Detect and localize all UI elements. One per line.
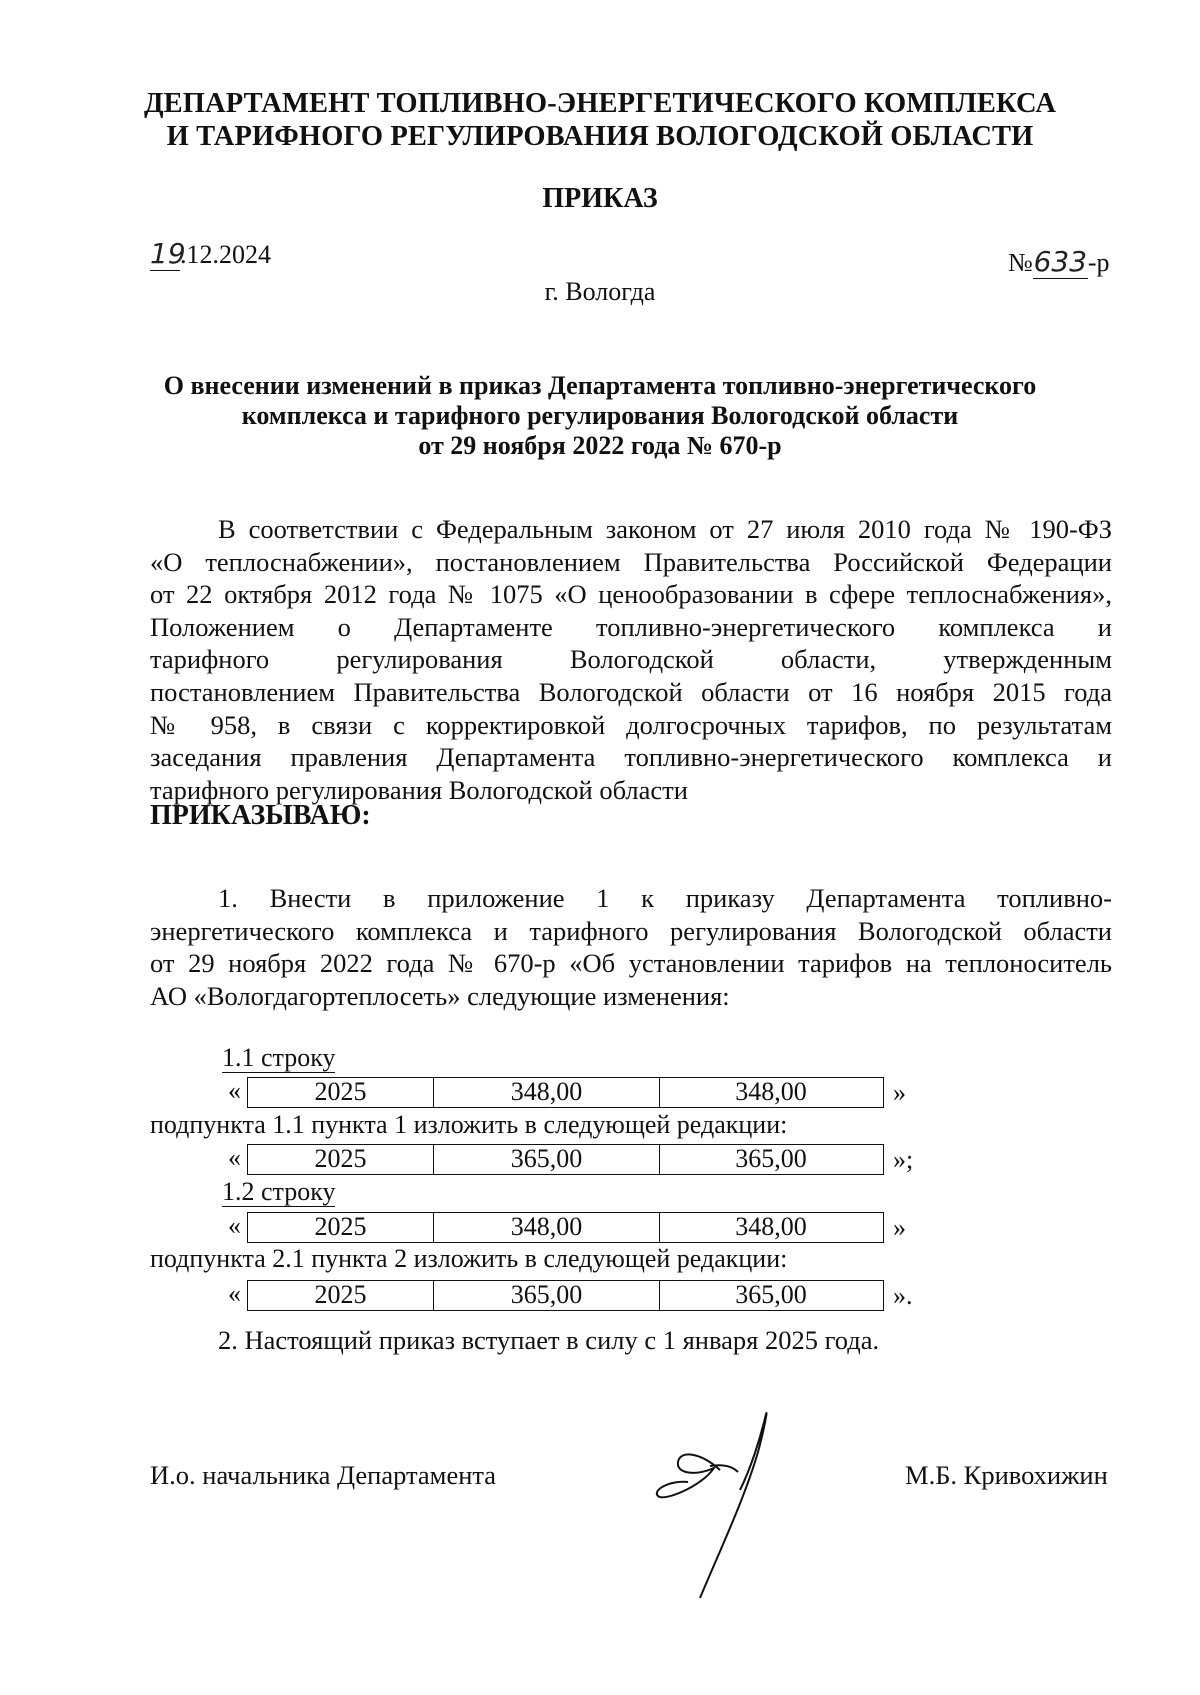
table-cell-value-2: 365,00 [735, 1144, 807, 1173]
change-1-old-row [247, 1077, 884, 1108]
table-cell-value-1: 348,00 [434, 1078, 660, 1107]
preamble-line: № 958, в связи с корректировкой долгосрочных тарифов, по результатам [150, 709, 1112, 740]
change-1-new-close-quote: »; [893, 1145, 914, 1174]
date-day-handwritten: 19 [150, 237, 186, 270]
table-cell-value-2: 365,00 [735, 1280, 807, 1309]
preamble-line: «О теплоснабжении», постановлением Правительства Российской Федерации [150, 546, 1112, 577]
change-2-new-row [247, 1280, 884, 1311]
preamble-line: Положением о Департаменте топливно-энергетического комплекса и [150, 611, 1112, 642]
table-cell-year: 2025 [248, 1213, 434, 1242]
preamble-line: заседания правления Департамента топливно-энергетического комплекса и [150, 742, 1112, 773]
preamble-line: от 22 октября 2012 года № 1075 «О ценообразовании в сфере теплоснабжения», [150, 579, 1112, 610]
table-cell-value-2: 348,00 [735, 1077, 807, 1106]
preamble-paragraph [150, 513, 1112, 806]
item-1-paragraph [150, 882, 1112, 1012]
table-cell-value-2: 348,00 [735, 1212, 807, 1241]
item-1-line: энергетического комплекса и тарифного регулирования Вологодской области [150, 915, 1112, 946]
date-rest: .12.2024 [180, 240, 271, 269]
subject-line-3: от 29 ноября 2022 года № 670-р [418, 431, 782, 460]
change-2-old-row [247, 1212, 884, 1243]
change-1-old-close-quote: » [893, 1078, 906, 1107]
subject-line-1: О внесении изменений в приказ Департамента топливно-энергетического [163, 371, 1037, 400]
table-cell-year: 2025 [248, 1078, 434, 1107]
number-suffix: -р [1087, 248, 1110, 277]
change-1-new-open-quote: « [228, 1143, 241, 1172]
change-1-old-open-quote: « [228, 1076, 241, 1105]
preamble-line: тарифного регулирования Вологодской области, утвержденным [150, 644, 1112, 675]
department-name-line-1: ДЕПАРТАМЕНТ ТОПЛИВНО-ЭНЕРГЕТИЧЕСКОГО КОМПЛЕКСА [143, 88, 1057, 119]
order-number [1008, 245, 1109, 279]
signatory-name: М.Б. Кривохижин [905, 1460, 1108, 1490]
table-cell-value-1: 348,00 [434, 1213, 660, 1242]
change-2-new-open-quote: « [228, 1279, 241, 1308]
preamble-line: тарифного регулирования Вологодской области [150, 774, 688, 805]
item-1-line: АО «Вологдагортеплосеть» следующие изменения: [150, 980, 730, 1011]
number-prefix: № [1008, 248, 1033, 277]
order-date [150, 237, 271, 271]
handwritten-signature [640, 1410, 790, 1610]
change-1-instruction: подпункта 1.1 пункта 1 изложить в следующей редакции: [150, 1110, 788, 1139]
item-1-line: 1. Внести в приложение 1 к приказу Департамента топливно- [218, 883, 1112, 913]
table-cell-year: 2025 [248, 1145, 434, 1174]
change-2-old-open-quote: « [228, 1211, 241, 1240]
change-2-instruction: подпункта 2.1 пункта 2 изложить в следующей редакции: [150, 1244, 788, 1273]
item-1-line: от 29 ноября 2022 года № 670-р «Об установлении тарифов на теплоноситель [150, 948, 1112, 979]
change-1-label: 1.1 строку [222, 1043, 336, 1072]
table-cell-year: 2025 [248, 1281, 434, 1310]
order-word: ПРИКАЗЫВАЮ: [150, 800, 371, 831]
change-2-new-close-quote: ». [893, 1281, 913, 1310]
change-2-old-close-quote: » [893, 1213, 906, 1242]
document-type: ПРИКАЗ [542, 183, 658, 214]
table-cell-value-1: 365,00 [434, 1145, 660, 1174]
department-name-line-2: И ТАРИФНОГО РЕГУЛИРОВАНИЯ ВОЛОГОДСКОЙ ОБЛАСТИ [166, 121, 1034, 152]
preamble-line: постановлением Правительства Вологодской области от 16 ноября 2015 года [150, 676, 1112, 707]
subject-line-2: комплекса и тарифного регулирования Вологодской области [241, 401, 959, 430]
preamble-line: В соответствии с Федеральным законом от 27 июля 2010 года № 190-ФЗ [218, 514, 1112, 544]
number-handwritten: 633 [1033, 245, 1088, 278]
item-2: 2. Настоящий приказ вступает в силу с 1 января 2025 года. [218, 1325, 880, 1355]
table-cell-value-1: 365,00 [434, 1281, 660, 1310]
change-2-label: 1.2 строку [222, 1177, 336, 1206]
change-1-new-row [247, 1144, 884, 1175]
city: г. Вологда [544, 277, 656, 306]
signatory-position: И.о. начальника Департамента [150, 1460, 497, 1490]
